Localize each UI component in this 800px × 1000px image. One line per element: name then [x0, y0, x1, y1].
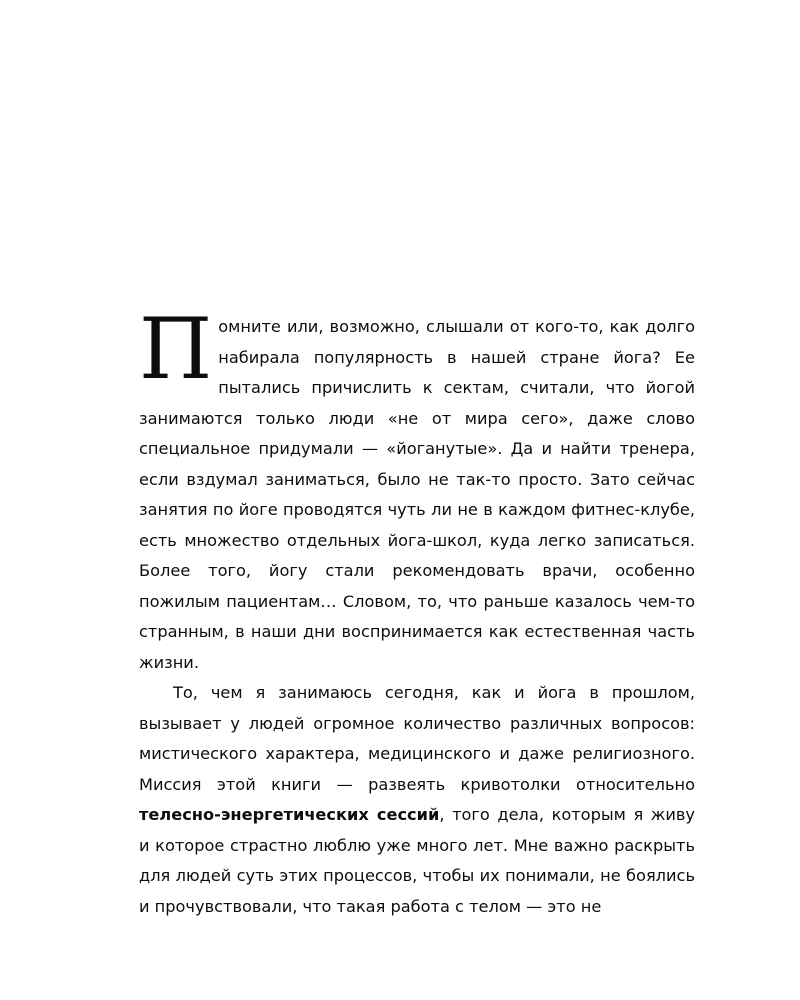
text-column	[139, 300, 696, 922]
paragraph-second-bold-term: телесно-энергетических сессий	[139, 805, 440, 824]
paragraph-second-part-1: То, чем я занимаюсь сегодня, как и йога в прошлом, вызывает у людей огромное количество различных вопросов: мистического характера, медицинского и даже религиозного. Миссия этой книги — развеять кривотолки относительно	[139, 683, 695, 794]
paragraph-second	[139, 678, 695, 922]
paragraph-first: Помните или, возможно, слышали от кого-то, как долго набирала популярность в нашей стране йога? Ее пытались причислить к сектам, считали, что йогой занимаются только люди «не от мира сего», даже слово специальное придумали — «йоганутые». Да и найти тренера, если вздумал заниматься, было не так-то просто. Зато сейчас занятия по йоге проводятся чуть ли не в каждом фитнес-клубе, есть множество отдельных йога-школ, куда легко записаться. Более того, йогу стали рекомендовать врачи, особенно пожилым пациентам… Словом, то, что раньше казалось чем-то странным, в наши дни воспринимается как естественная часть жизни.	[139, 300, 695, 672]
paragraph-second-part-2: , того дела, которым я живу и которое страстно люблю уже много лет. Мне важно раскрыть для людей суть этих процессов, чтобы их понимали, не боялись и прочувствовали, что такая работа с телом — это не	[139, 805, 696, 916]
